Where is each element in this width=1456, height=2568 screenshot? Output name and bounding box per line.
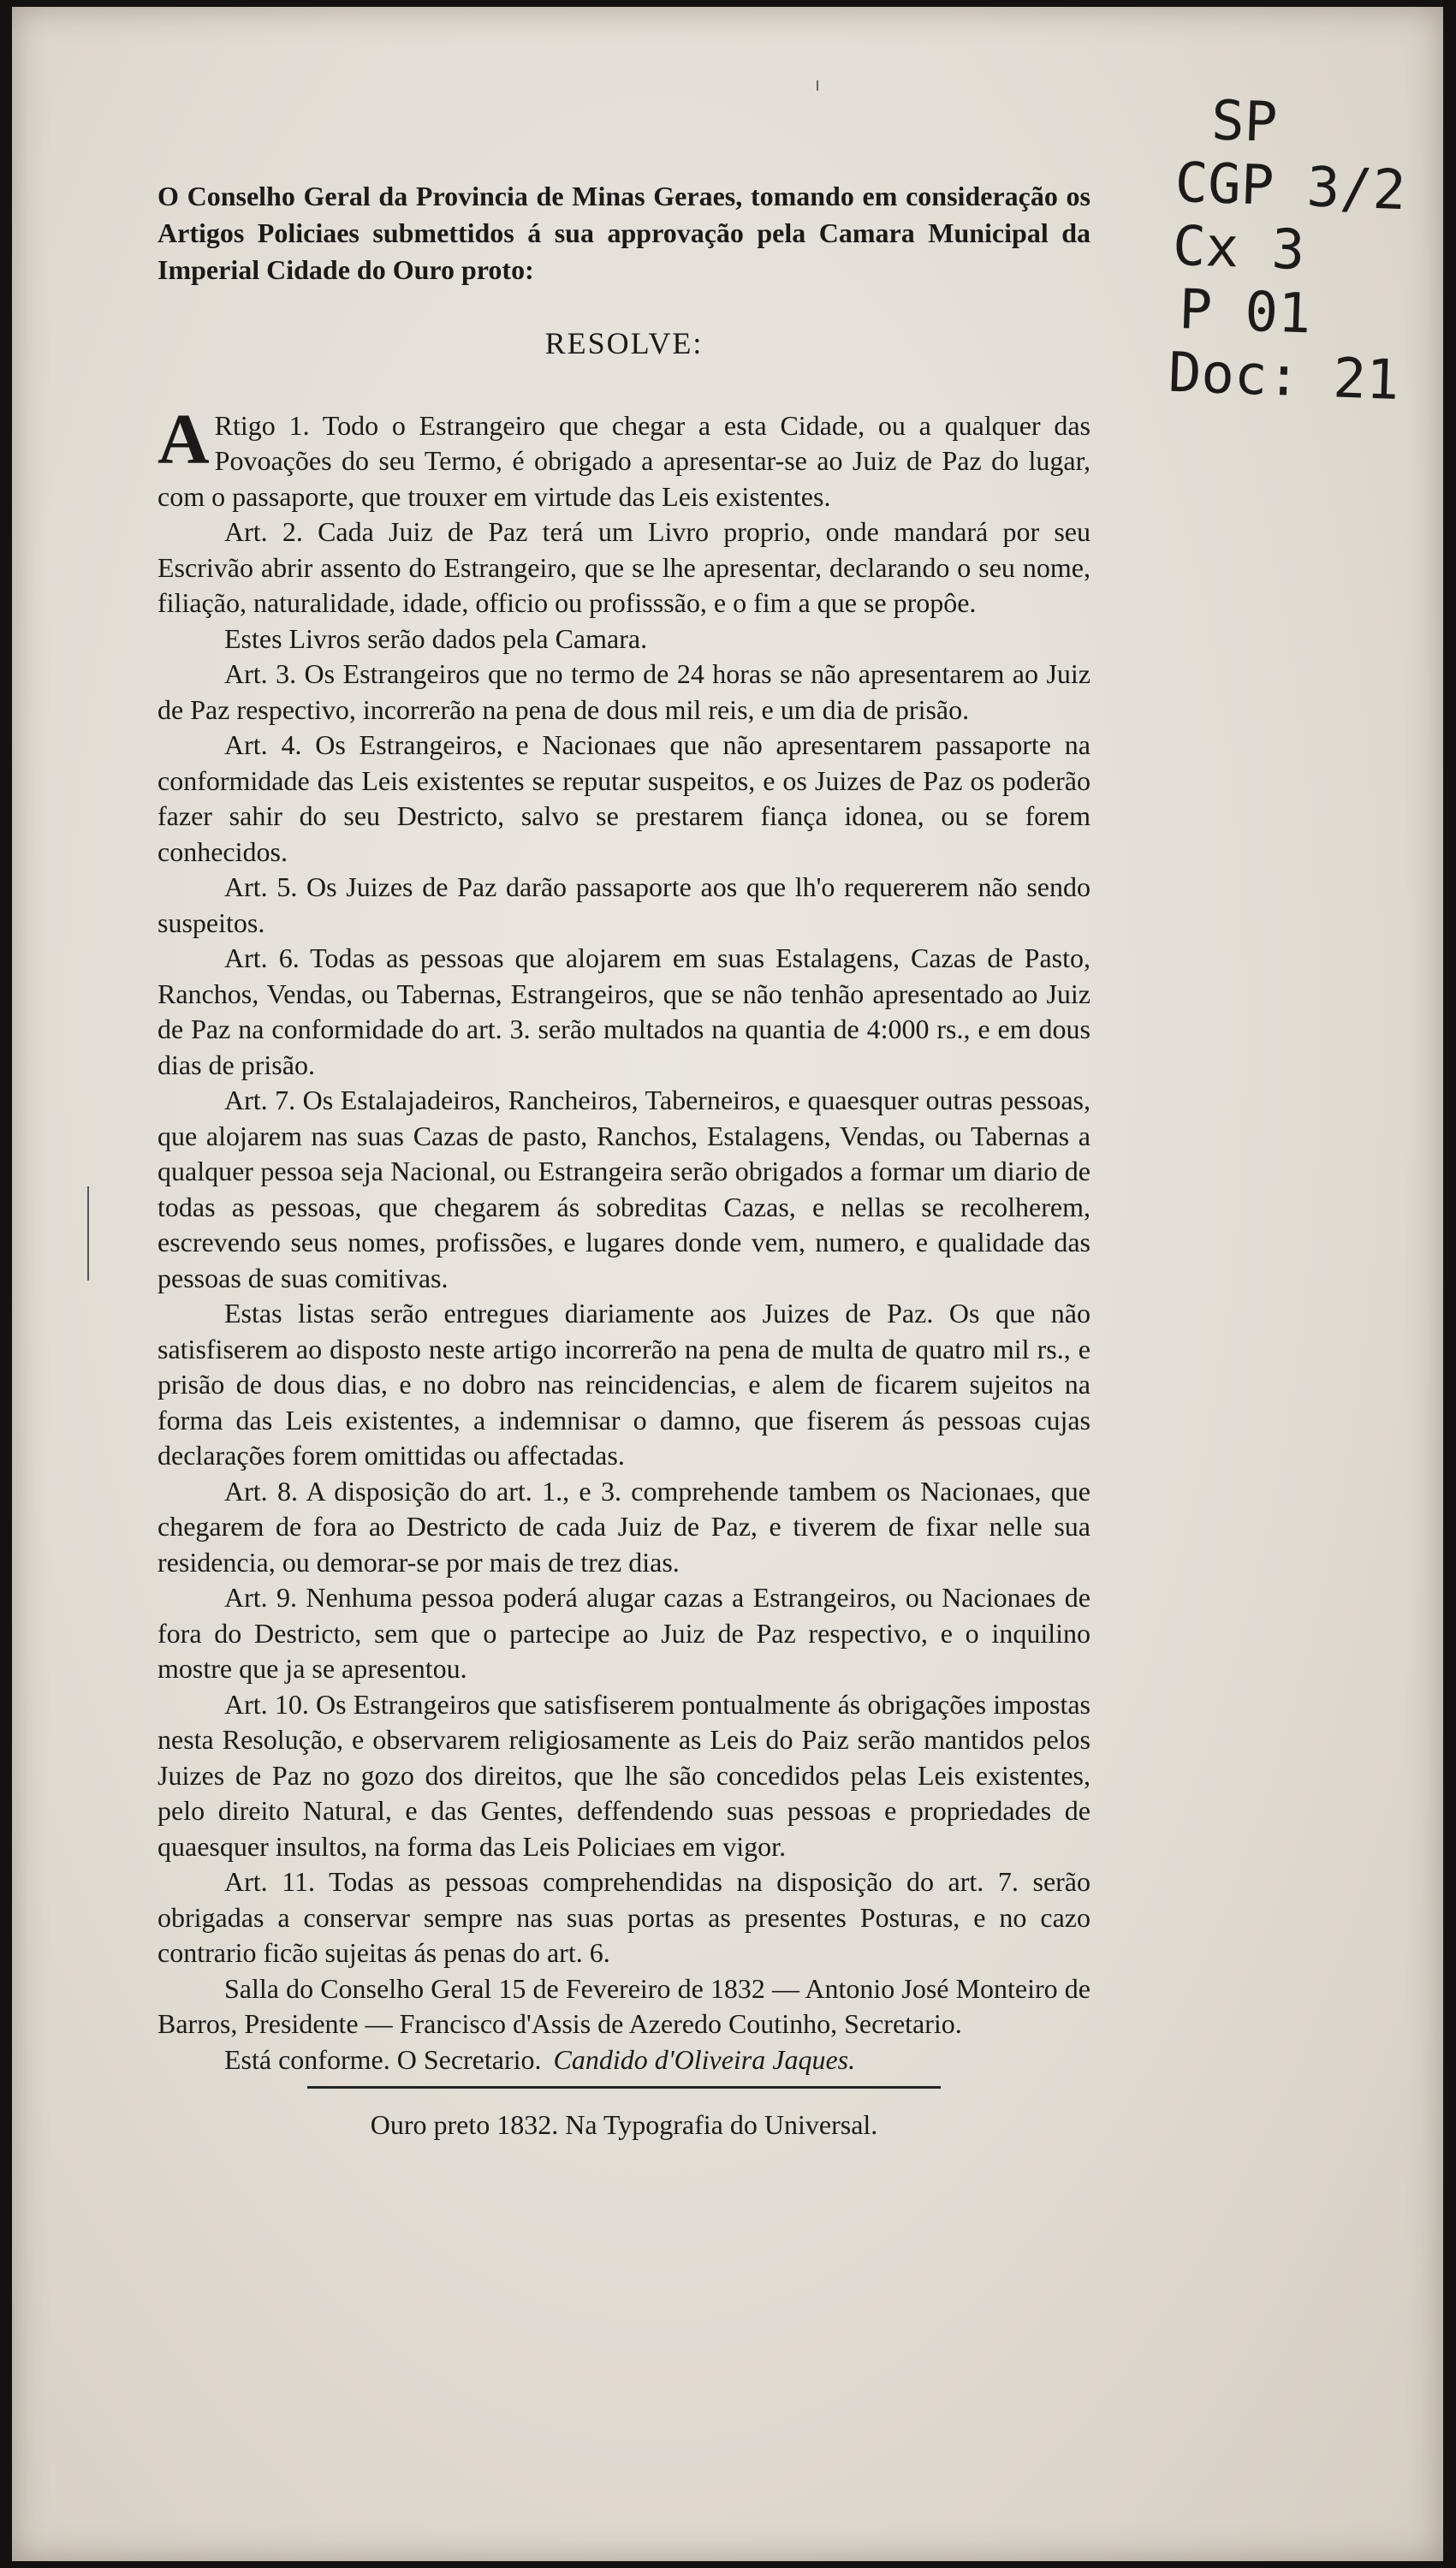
article-paragraph: Art. 5. Os Juizes de Paz darão passaporte aos que lh'o requererem não sendo suspeitos.: [157, 871, 1091, 938]
articles-body: [157, 399, 1091, 2078]
resolve-heading: RESOLVE:: [544, 326, 704, 360]
drop-cap: A: [157, 399, 210, 479]
archive-note-line: CGP 3/2: [1174, 151, 1407, 223]
archive-reference-note: [1168, 88, 1435, 413]
margin-mark: [87, 1186, 89, 1281]
article-paragraph: Art. 11. Todas as pessoas comprehendidas na disposição do art. 7. serão obrigadas a conservar sempre nas suas portas as presentes Posturas, e no cazo contrario ficão sujeitas ás penas do art. 6.: [157, 1866, 1091, 1968]
divider-rule: [307, 2086, 941, 2089]
document-text: [157, 178, 1091, 2143]
archive-note-line: Cx 3: [1171, 214, 1306, 283]
article-paragraph: Art. 6. Todas as pessoas que alojarem em suas Estalagens, Cazas de Pasto, Ranchos, Vendas, ou Tabernas, Estrangeiros, que se não tenhão apresentado ao Juiz de Paz na conformidade do art. 3. serão multados na quantia de 4:000 rs., e em dous dias de prisão.: [157, 942, 1091, 1080]
article-paragraph: Art. 7. Os Estalajadeiros, Rancheiros, Taberneiros, e quaesquer outras pessoas, que alojarem nas suas Cazas de pasto, Ranchos, Estalagens, Vendas, ou Tabernas a qualquer pessoa seja Nacional, ou Estrangeira serão obrigados a formar um diario de todas as pessoas, que chegarem ás sobreditas Cazas, e nellas se recolherem, escrevendo seus nomes, profissões, e lugares donde vem, numero, e qualidade das pessoas de suas comitivas.: [157, 1085, 1091, 1293]
article-paragraph: Art. 2. Cada Juiz de Paz terá um Livro proprio, onde mandará por seu Escrivão abrir assento do Estrangeiro, que se lhe apresentar, declarando o seu nome, filiação, naturalidade, idade, officio ou profisssão, e o fim a que se propôe.: [157, 516, 1091, 618]
article-paragraph: Art. 3. Os Estrangeiros que no termo de 24 horas se não apresentarem ao Juiz de Paz respectivo, incorrerão na pena de dous mil reis, e um dia de prisão.: [157, 658, 1091, 725]
article-paragraph: Art. 9. Nenhuma pessoa poderá alugar cazas a Estrangeiros, ou Nacionaes de fora do Destricto, sem que o partecipe ao Juiz de Paz respectivo, e o inquilino mostre que ja se apresentou.: [157, 1582, 1091, 1684]
archive-note-line: SP: [1209, 89, 1279, 155]
article-paragraph: Art. 4. Os Estrangeiros, e Nacionaes que não apresentarem passaporte na conformidade das Leis existentes se reputar suspeitos, e os Juizes de Paz os poderão fazer sahir do seu Destricto, salvo se prestarem fiança idonea, ou se forem conhecidos.: [157, 729, 1091, 867]
attestation-line: [157, 2042, 1091, 2078]
article-paragraph: Estas listas serão entregues diariamente aos Juizes de Paz. Os que não satisfiserem ao disposto neste artigo incorrerão na pena de multa de quatro mil rs., e prisão de dous dias, e no dobro nas reincidencias, e alem de ficarem sujeitos na forma das Leis existentes, a indemnisar o damno, que fiserem ás pessoas cujas declarações forem omittidas ou affectadas.: [157, 1298, 1091, 1471]
attestation-text: Está conforme. O Secretario.: [224, 2043, 542, 2075]
article-paragraph: Art. 8. A disposição do art. 1., e 3. comprehende tambem os Nacionaes, que chegarem de fora ao Destricto de cada Juiz de Paz, e tiverem de fixar nelle sua residencia, ou demorar-se por mais de trez dias.: [157, 1475, 1091, 1578]
document-sheet: [12, 7, 1443, 2561]
article-paragraph: Estes Livros serão dados pela Camara.: [224, 622, 648, 654]
intro-paragraph: O Conselho Geral da Provincia de Minas Geraes, tomando em consideração os Artigos Policiaes submettidos á sua approvação pela Camara Municipal da Imperial Cidade do Ouro proto:: [157, 181, 1091, 285]
archive-note-line: Doc: 21: [1167, 341, 1400, 413]
article-paragraph: A Rtigo 1. Todo o Estrangeiro que chegar a esta Cidade, ou a qualquer das Povoações do seu Termo, é obrigado a apresentar-se ao Juiz de Paz do lugar, com o passaporte, que trouxer em virtude das Leis existentes.: [157, 399, 1091, 512]
printer-imprint: Ouro preto 1832. Na Typografia do Universal.: [370, 2109, 878, 2140]
archive-note-line: P 01: [1178, 278, 1312, 347]
secretary-signature: Candido d'Oliveira Jaques.: [553, 2043, 856, 2075]
closing-paragraph: Salla do Conselho Geral 15 de Fevereiro de 1832 — Antonio José Monteiro de Barros, Presidente — Francisco d'Assis de Azeredo Coutinho, Secretario.: [157, 1972, 1091, 2039]
ink-mark: [817, 80, 818, 91]
article-paragraph: Art. 10. Os Estrangeiros que satisfiserem pontualmente ás obrigações impostas nesta Resolução, e observarem religiosamente as Leis do Paiz serão mantidos pelos Juizes de Paz no gozo dos direitos, que lhe são concedidos pelas Leis existentes, pelo direito Natural, e das Gentes, deffendendo suas pessoas e propriedades de quaesquer insultos, na forma das Leis Policiaes em vigor.: [157, 1688, 1091, 1862]
